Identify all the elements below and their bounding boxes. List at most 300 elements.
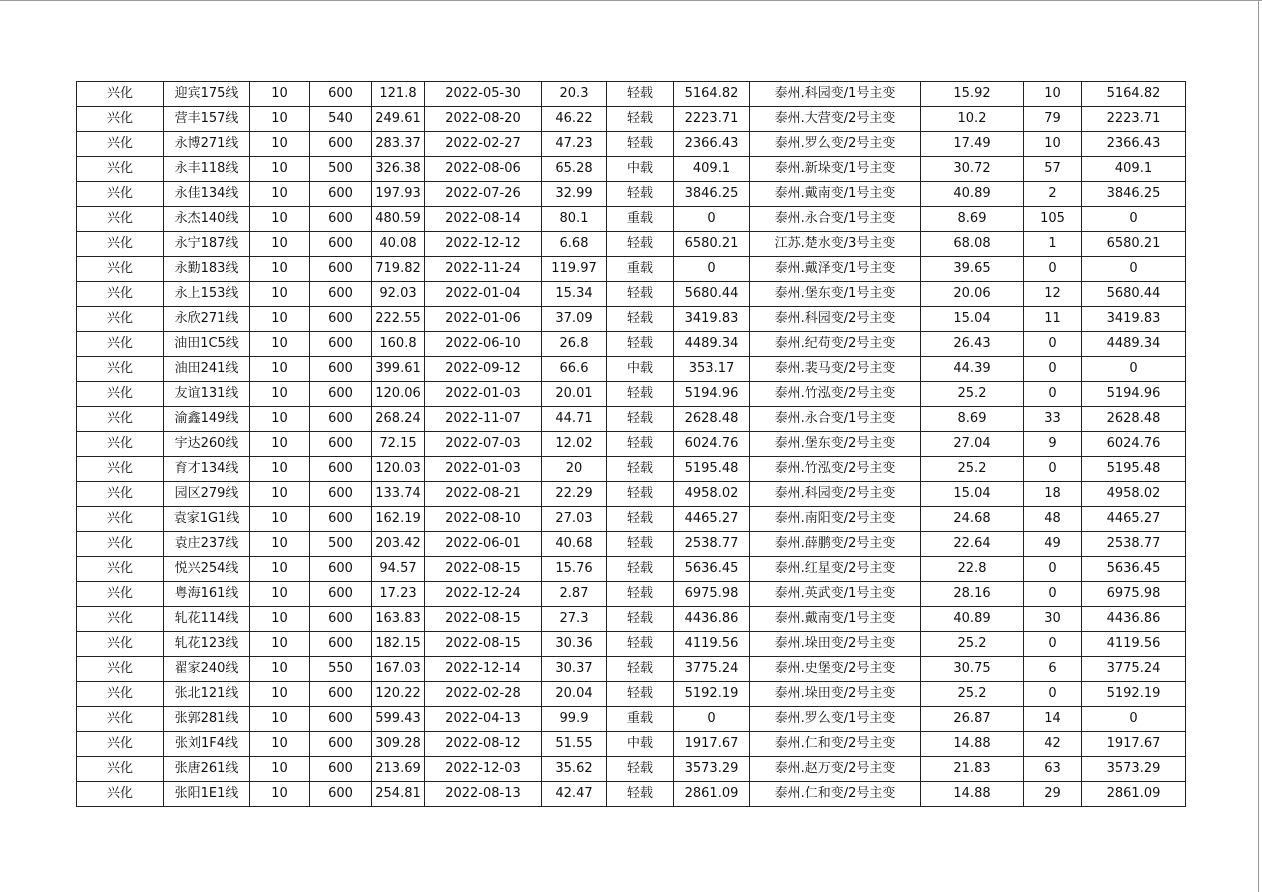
cell-voltage: 10: [250, 432, 310, 457]
cell-load-status: 轻载: [607, 782, 674, 807]
cell-district: 兴化: [77, 407, 164, 432]
cell-transformer: 泰州.赵万变/2号主变: [750, 757, 921, 782]
cell-transformer: 泰州.戴南变/1号主变: [750, 182, 921, 207]
cell-max-current: 17.23: [372, 582, 425, 607]
cell-voltage: 10: [250, 707, 310, 732]
cell-rated-current: 600: [310, 182, 372, 207]
table-row: [77, 457, 1186, 482]
cell-line-name: 袁家1G1线: [164, 507, 250, 532]
cell-line-name: 悦兴254线: [164, 557, 250, 582]
cell-rated-current: 600: [310, 257, 372, 282]
cell-line-name: 粤海161线: [164, 582, 250, 607]
cell-date: 2022-12-14: [425, 657, 542, 682]
cell-line-name: 迎宾175线: [164, 82, 250, 107]
cell-max-current: 399.61: [372, 357, 425, 382]
cell-count: 0: [1024, 257, 1082, 282]
cell-transformer-load-rate: 22.8: [921, 557, 1024, 582]
cell-available-capacity: 4489.34: [1082, 332, 1186, 357]
cell-voltage: 10: [250, 457, 310, 482]
table-row: [77, 682, 1186, 707]
cell-count: 49: [1024, 532, 1082, 557]
cell-spare-capacity: 0: [674, 257, 750, 282]
cell-district: 兴化: [77, 632, 164, 657]
cell-district: 兴化: [77, 757, 164, 782]
cell-transformer: 泰州.罗么变/1号主变: [750, 707, 921, 732]
cell-load-rate: 42.47: [542, 782, 607, 807]
cell-transformer-load-rate: 8.69: [921, 207, 1024, 232]
cell-max-current: 254.81: [372, 782, 425, 807]
cell-spare-capacity: 2628.48: [674, 407, 750, 432]
cell-count: 2: [1024, 182, 1082, 207]
cell-transformer-load-rate: 15.04: [921, 482, 1024, 507]
cell-max-current: 249.61: [372, 107, 425, 132]
cell-available-capacity: 2223.71: [1082, 107, 1186, 132]
cell-count: 42: [1024, 732, 1082, 757]
table-row: [77, 257, 1186, 282]
table-row: [77, 607, 1186, 632]
cell-date: 2022-08-20: [425, 107, 542, 132]
cell-count: 0: [1024, 332, 1082, 357]
table-row: [77, 157, 1186, 182]
cell-transformer: 泰州.红星变/2号主变: [750, 557, 921, 582]
cell-load-rate: 30.37: [542, 657, 607, 682]
table-row: [77, 707, 1186, 732]
cell-line-name: 永佳134线: [164, 182, 250, 207]
cell-count: 105: [1024, 207, 1082, 232]
cell-voltage: 10: [250, 657, 310, 682]
cell-voltage: 10: [250, 282, 310, 307]
cell-load-status: 轻载: [607, 532, 674, 557]
cell-transformer: 泰州.仁和变/2号主变: [750, 732, 921, 757]
cell-transformer: 泰州.新垛变/1号主变: [750, 157, 921, 182]
cell-spare-capacity: 3846.25: [674, 182, 750, 207]
cell-transformer-load-rate: 21.83: [921, 757, 1024, 782]
cell-load-rate: 80.1: [542, 207, 607, 232]
cell-count: 48: [1024, 507, 1082, 532]
cell-line-name: 园区279线: [164, 482, 250, 507]
cell-max-current: 160.8: [372, 332, 425, 357]
cell-voltage: 10: [250, 107, 310, 132]
cell-load-status: 轻载: [607, 132, 674, 157]
cell-available-capacity: 4465.27: [1082, 507, 1186, 532]
cell-date: 2022-07-03: [425, 432, 542, 457]
cell-load-status: 轻载: [607, 507, 674, 532]
cell-voltage: 10: [250, 332, 310, 357]
cell-load-status: 轻载: [607, 482, 674, 507]
cell-date: 2022-12-24: [425, 582, 542, 607]
cell-line-name: 轧花114线: [164, 607, 250, 632]
cell-spare-capacity: 3419.83: [674, 307, 750, 332]
table-row: [77, 332, 1186, 357]
cell-available-capacity: 5194.96: [1082, 382, 1186, 407]
feeder-load-table: [76, 81, 1186, 807]
cell-count: 57: [1024, 157, 1082, 182]
cell-date: 2022-05-30: [425, 82, 542, 107]
cell-line-name: 油田1C5线: [164, 332, 250, 357]
cell-transformer-load-rate: 26.87: [921, 707, 1024, 732]
cell-rated-current: 600: [310, 407, 372, 432]
cell-district: 兴化: [77, 307, 164, 332]
cell-date: 2022-11-07: [425, 407, 542, 432]
cell-load-status: 轻载: [607, 332, 674, 357]
cell-district: 兴化: [77, 782, 164, 807]
cell-transformer-load-rate: 25.2: [921, 632, 1024, 657]
cell-transformer: 泰州.英武变/1号主变: [750, 582, 921, 607]
cell-rated-current: 600: [310, 82, 372, 107]
cell-max-current: 162.19: [372, 507, 425, 532]
cell-rated-current: 600: [310, 632, 372, 657]
cell-date: 2022-09-12: [425, 357, 542, 382]
cell-count: 63: [1024, 757, 1082, 782]
cell-load-status: 轻载: [607, 432, 674, 457]
cell-load-status: 中载: [607, 732, 674, 757]
cell-line-name: 张北121线: [164, 682, 250, 707]
table-row: [77, 132, 1186, 157]
cell-count: 18: [1024, 482, 1082, 507]
cell-transformer-load-rate: 40.89: [921, 182, 1024, 207]
cell-transformer: 泰州.垛田变/2号主变: [750, 632, 921, 657]
cell-max-current: 213.69: [372, 757, 425, 782]
cell-max-current: 268.24: [372, 407, 425, 432]
cell-spare-capacity: 409.1: [674, 157, 750, 182]
cell-available-capacity: 0: [1082, 357, 1186, 382]
cell-available-capacity: 6975.98: [1082, 582, 1186, 607]
cell-max-current: 222.55: [372, 307, 425, 332]
cell-available-capacity: 2628.48: [1082, 407, 1186, 432]
cell-rated-current: 600: [310, 432, 372, 457]
cell-available-capacity: 5680.44: [1082, 282, 1186, 307]
cell-line-name: 张刘1F4线: [164, 732, 250, 757]
cell-rated-current: 600: [310, 732, 372, 757]
cell-transformer-load-rate: 25.2: [921, 457, 1024, 482]
cell-max-current: 40.08: [372, 232, 425, 257]
cell-district: 兴化: [77, 582, 164, 607]
cell-count: 12: [1024, 282, 1082, 307]
cell-transformer: 泰州.竹泓变/2号主变: [750, 457, 921, 482]
cell-load-rate: 46.22: [542, 107, 607, 132]
cell-rated-current: 540: [310, 107, 372, 132]
cell-count: 0: [1024, 682, 1082, 707]
cell-voltage: 10: [250, 557, 310, 582]
cell-max-current: 163.83: [372, 607, 425, 632]
table-row: [77, 207, 1186, 232]
cell-count: 0: [1024, 632, 1082, 657]
cell-transformer: 泰州.南阳变/2号主变: [750, 507, 921, 532]
cell-voltage: 10: [250, 632, 310, 657]
cell-district: 兴化: [77, 232, 164, 257]
cell-max-current: 480.59: [372, 207, 425, 232]
cell-load-status: 轻载: [607, 82, 674, 107]
cell-transformer: 泰州.永合变/1号主变: [750, 207, 921, 232]
cell-date: 2022-08-13: [425, 782, 542, 807]
cell-rated-current: 600: [310, 682, 372, 707]
cell-available-capacity: 3775.24: [1082, 657, 1186, 682]
cell-max-current: 133.74: [372, 482, 425, 507]
cell-date: 2022-01-06: [425, 307, 542, 332]
page-top-border: [0, 0, 1262, 1]
cell-load-rate: 119.97: [542, 257, 607, 282]
cell-line-name: 永宁187线: [164, 232, 250, 257]
cell-line-name: 渝鑫149线: [164, 407, 250, 432]
cell-spare-capacity: 4489.34: [674, 332, 750, 357]
cell-count: 9: [1024, 432, 1082, 457]
cell-max-current: 182.15: [372, 632, 425, 657]
cell-count: 0: [1024, 557, 1082, 582]
cell-spare-capacity: 6024.76: [674, 432, 750, 457]
cell-rated-current: 600: [310, 357, 372, 382]
cell-count: 0: [1024, 457, 1082, 482]
cell-count: 11: [1024, 307, 1082, 332]
cell-count: 33: [1024, 407, 1082, 432]
cell-date: 2022-08-06: [425, 157, 542, 182]
table-row: [77, 782, 1186, 807]
cell-max-current: 72.15: [372, 432, 425, 457]
cell-rated-current: 600: [310, 582, 372, 607]
table-row: [77, 582, 1186, 607]
cell-load-status: 重载: [607, 257, 674, 282]
cell-voltage: 10: [250, 757, 310, 782]
cell-load-rate: 30.36: [542, 632, 607, 657]
cell-transformer-load-rate: 44.39: [921, 357, 1024, 382]
cell-date: 2022-12-12: [425, 232, 542, 257]
cell-transformer: 泰州.史堡变/2号主变: [750, 657, 921, 682]
cell-district: 兴化: [77, 332, 164, 357]
cell-load-rate: 40.68: [542, 532, 607, 557]
cell-spare-capacity: 3573.29: [674, 757, 750, 782]
cell-voltage: 10: [250, 482, 310, 507]
cell-line-name: 轧花123线: [164, 632, 250, 657]
cell-count: 0: [1024, 357, 1082, 382]
cell-line-name: 张唐261线: [164, 757, 250, 782]
cell-available-capacity: 409.1: [1082, 157, 1186, 182]
cell-count: 0: [1024, 382, 1082, 407]
cell-available-capacity: 4119.56: [1082, 632, 1186, 657]
cell-count: 79: [1024, 107, 1082, 132]
table-body: [77, 82, 1186, 807]
cell-available-capacity: 6580.21: [1082, 232, 1186, 257]
cell-spare-capacity: 2538.77: [674, 532, 750, 557]
cell-load-status: 轻载: [607, 232, 674, 257]
cell-voltage: 10: [250, 157, 310, 182]
cell-district: 兴化: [77, 82, 164, 107]
table-row: [77, 657, 1186, 682]
table-row: [77, 757, 1186, 782]
cell-rated-current: 500: [310, 532, 372, 557]
cell-max-current: 599.43: [372, 707, 425, 732]
cell-load-rate: 12.02: [542, 432, 607, 457]
cell-line-name: 永上153线: [164, 282, 250, 307]
cell-transformer-load-rate: 30.75: [921, 657, 1024, 682]
cell-spare-capacity: 6580.21: [674, 232, 750, 257]
cell-load-rate: 47.23: [542, 132, 607, 157]
cell-available-capacity: 2538.77: [1082, 532, 1186, 557]
cell-count: 0: [1024, 582, 1082, 607]
cell-date: 2022-08-12: [425, 732, 542, 757]
cell-count: 30: [1024, 607, 1082, 632]
cell-count: 29: [1024, 782, 1082, 807]
cell-available-capacity: 2861.09: [1082, 782, 1186, 807]
cell-date: 2022-02-28: [425, 682, 542, 707]
cell-rated-current: 600: [310, 282, 372, 307]
cell-max-current: 92.03: [372, 282, 425, 307]
cell-load-rate: 26.8: [542, 332, 607, 357]
cell-available-capacity: 6024.76: [1082, 432, 1186, 457]
cell-available-capacity: 5192.19: [1082, 682, 1186, 707]
table-row: [77, 732, 1186, 757]
cell-district: 兴化: [77, 557, 164, 582]
cell-rated-current: 600: [310, 707, 372, 732]
cell-count: 6: [1024, 657, 1082, 682]
cell-line-name: 永杰140线: [164, 207, 250, 232]
cell-load-status: 轻载: [607, 282, 674, 307]
cell-spare-capacity: 5195.48: [674, 457, 750, 482]
cell-district: 兴化: [77, 657, 164, 682]
cell-max-current: 94.57: [372, 557, 425, 582]
table-row: [77, 407, 1186, 432]
table-row: [77, 432, 1186, 457]
cell-load-status: 中载: [607, 357, 674, 382]
cell-transformer-load-rate: 40.89: [921, 607, 1024, 632]
cell-max-current: 283.37: [372, 132, 425, 157]
cell-line-name: 营丰157线: [164, 107, 250, 132]
cell-district: 兴化: [77, 357, 164, 382]
cell-district: 兴化: [77, 607, 164, 632]
cell-district: 兴化: [77, 532, 164, 557]
cell-district: 兴化: [77, 432, 164, 457]
cell-rated-current: 600: [310, 132, 372, 157]
cell-date: 2022-01-04: [425, 282, 542, 307]
cell-load-rate: 20: [542, 457, 607, 482]
cell-load-rate: 20.01: [542, 382, 607, 407]
cell-district: 兴化: [77, 107, 164, 132]
cell-date: 2022-08-15: [425, 557, 542, 582]
cell-available-capacity: 3573.29: [1082, 757, 1186, 782]
cell-date: 2022-07-26: [425, 182, 542, 207]
cell-available-capacity: 1917.67: [1082, 732, 1186, 757]
cell-date: 2022-06-10: [425, 332, 542, 357]
cell-load-rate: 37.09: [542, 307, 607, 332]
cell-spare-capacity: 5680.44: [674, 282, 750, 307]
cell-max-current: 309.28: [372, 732, 425, 757]
cell-date: 2022-01-03: [425, 382, 542, 407]
cell-voltage: 10: [250, 307, 310, 332]
cell-available-capacity: 0: [1082, 257, 1186, 282]
cell-spare-capacity: 4465.27: [674, 507, 750, 532]
table-row: [77, 532, 1186, 557]
cell-transformer-load-rate: 14.88: [921, 732, 1024, 757]
cell-transformer: 泰州.仁和变/2号主变: [750, 782, 921, 807]
cell-transformer-load-rate: 30.72: [921, 157, 1024, 182]
table-row: [77, 357, 1186, 382]
cell-district: 兴化: [77, 457, 164, 482]
cell-rated-current: 600: [310, 757, 372, 782]
cell-transformer-load-rate: 25.2: [921, 682, 1024, 707]
cell-load-rate: 20.3: [542, 82, 607, 107]
cell-voltage: 10: [250, 357, 310, 382]
cell-load-status: 轻载: [607, 657, 674, 682]
cell-line-name: 宇达260线: [164, 432, 250, 457]
cell-date: 2022-11-24: [425, 257, 542, 282]
cell-load-rate: 51.55: [542, 732, 607, 757]
cell-transformer: 江苏.楚水变/3号主变: [750, 232, 921, 257]
cell-rated-current: 600: [310, 782, 372, 807]
cell-line-name: 永欣271线: [164, 307, 250, 332]
cell-load-rate: 22.29: [542, 482, 607, 507]
cell-line-name: 永丰118线: [164, 157, 250, 182]
cell-available-capacity: 4958.02: [1082, 482, 1186, 507]
cell-spare-capacity: 2366.43: [674, 132, 750, 157]
cell-voltage: 10: [250, 232, 310, 257]
cell-district: 兴化: [77, 207, 164, 232]
cell-district: 兴化: [77, 382, 164, 407]
table-row: [77, 632, 1186, 657]
table-row: [77, 382, 1186, 407]
cell-voltage: 10: [250, 382, 310, 407]
cell-voltage: 10: [250, 607, 310, 632]
cell-load-rate: 15.76: [542, 557, 607, 582]
cell-line-name: 油田241线: [164, 357, 250, 382]
cell-district: 兴化: [77, 707, 164, 732]
cell-load-status: 轻载: [607, 457, 674, 482]
cell-voltage: 10: [250, 257, 310, 282]
cell-load-rate: 65.28: [542, 157, 607, 182]
cell-voltage: 10: [250, 82, 310, 107]
cell-transformer-load-rate: 27.04: [921, 432, 1024, 457]
cell-load-status: 重载: [607, 207, 674, 232]
cell-date: 2022-08-10: [425, 507, 542, 532]
cell-transformer-load-rate: 14.88: [921, 782, 1024, 807]
cell-voltage: 10: [250, 582, 310, 607]
cell-rated-current: 600: [310, 607, 372, 632]
cell-district: 兴化: [77, 257, 164, 282]
cell-line-name: 张阳1E1线: [164, 782, 250, 807]
cell-spare-capacity: 3775.24: [674, 657, 750, 682]
cell-spare-capacity: 5636.45: [674, 557, 750, 582]
cell-voltage: 10: [250, 507, 310, 532]
cell-load-rate: 2.87: [542, 582, 607, 607]
cell-transformer: 泰州.竹泓变/2号主变: [750, 382, 921, 407]
cell-transformer-load-rate: 10.2: [921, 107, 1024, 132]
cell-transformer: 泰州.薛鹏变/2号主变: [750, 532, 921, 557]
cell-line-name: 育才134线: [164, 457, 250, 482]
cell-spare-capacity: 353.17: [674, 357, 750, 382]
cell-available-capacity: 0: [1082, 707, 1186, 732]
cell-rated-current: 600: [310, 457, 372, 482]
table-row: [77, 232, 1186, 257]
cell-voltage: 10: [250, 132, 310, 157]
cell-available-capacity: 3419.83: [1082, 307, 1186, 332]
cell-transformer: 泰州.戴泽变/1号主变: [750, 257, 921, 282]
cell-count: 10: [1024, 82, 1082, 107]
cell-rated-current: 600: [310, 207, 372, 232]
cell-load-rate: 32.99: [542, 182, 607, 207]
cell-max-current: 203.42: [372, 532, 425, 557]
cell-voltage: 10: [250, 782, 310, 807]
cell-load-rate: 35.62: [542, 757, 607, 782]
cell-rated-current: 600: [310, 232, 372, 257]
cell-load-status: 中载: [607, 157, 674, 182]
cell-load-rate: 27.03: [542, 507, 607, 532]
cell-available-capacity: 0: [1082, 207, 1186, 232]
cell-load-status: 轻载: [607, 182, 674, 207]
cell-rated-current: 600: [310, 482, 372, 507]
cell-available-capacity: 5195.48: [1082, 457, 1186, 482]
cell-max-current: 167.03: [372, 657, 425, 682]
cell-rated-current: 550: [310, 657, 372, 682]
cell-line-name: 张郭281线: [164, 707, 250, 732]
cell-date: 2022-01-03: [425, 457, 542, 482]
cell-max-current: 719.82: [372, 257, 425, 282]
